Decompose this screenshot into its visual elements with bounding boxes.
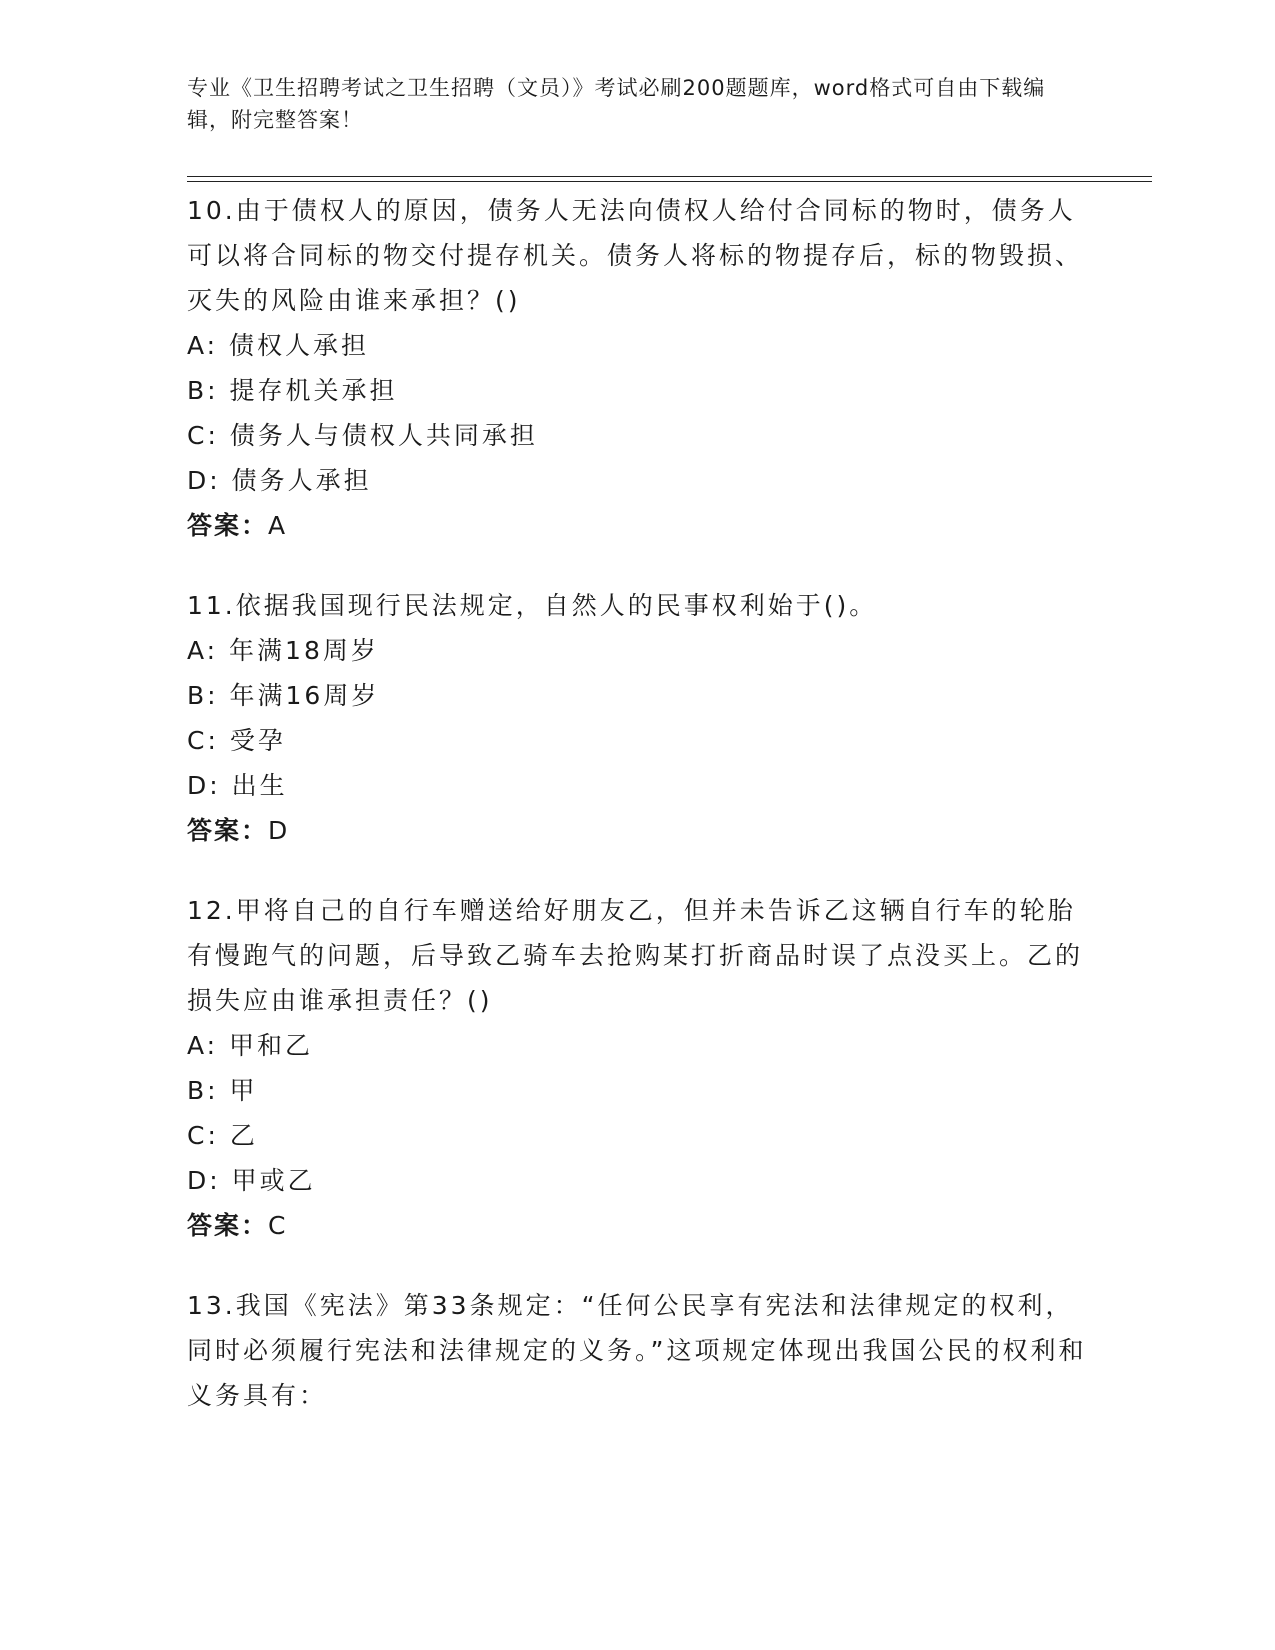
answer-label: 答案： bbox=[187, 816, 269, 845]
question-12 bbox=[187, 888, 1087, 1248]
option-d: D: 债务人承担 bbox=[187, 466, 372, 495]
option-d: D: 出生 bbox=[187, 771, 288, 800]
answer-line bbox=[187, 1203, 1087, 1248]
question-stem: 13.我国《宪法》第33条规定：“任何公民享有宪法和法律规定的权利，同时必须履行宪法和法律规定的义务。”这项规定体现出我国公民的权利和义务具有： bbox=[187, 1291, 1087, 1410]
answer-value: A bbox=[268, 511, 288, 540]
header-divider-bottom bbox=[187, 181, 1152, 182]
option-a: A: 年满18周岁 bbox=[187, 636, 379, 665]
question-13 bbox=[187, 1283, 1087, 1418]
question-stem: 12.甲将自己的自行车赠送给好朋友乙，但并未告诉乙这辆自行车的轮胎有慢跑气的问题，后导致乙骑车去抢购某打折商品时误了点没买上。乙的损失应由谁承担责任？() bbox=[187, 896, 1084, 1015]
option-a: A: 债权人承担 bbox=[187, 331, 370, 360]
header-divider-top bbox=[187, 176, 1152, 177]
option-c: C: 受孕 bbox=[187, 726, 286, 755]
option-c: C: 乙 bbox=[187, 1121, 258, 1150]
answer-line bbox=[187, 503, 1087, 548]
option-d: D: 甲或乙 bbox=[187, 1166, 316, 1195]
question-stem: 10.由于债权人的原因，债务人无法向债权人给付合同标的物时，债务人可以将合同标的物交付提存机关。债务人将标的物提存后，标的物毁损、灭失的风险由谁来承担？() bbox=[187, 196, 1084, 315]
answer-value: D bbox=[268, 816, 290, 845]
option-b: B: 年满16周岁 bbox=[187, 681, 380, 710]
question-stem: 11.依据我国现行民法规定，自然人的民事权利始于()。 bbox=[187, 591, 878, 620]
answer-label: 答案： bbox=[187, 511, 269, 540]
answer-value: C bbox=[268, 1211, 288, 1240]
option-b: B: 甲 bbox=[187, 1076, 258, 1105]
question-list bbox=[187, 188, 1087, 1453]
question-10 bbox=[187, 188, 1087, 548]
option-b: B: 提存机关承担 bbox=[187, 376, 398, 405]
answer-line bbox=[187, 808, 1087, 853]
option-c: C: 债务人与债权人共同承担 bbox=[187, 421, 538, 450]
document-header bbox=[187, 72, 1067, 136]
answer-label: 答案： bbox=[187, 1211, 269, 1240]
question-11 bbox=[187, 583, 1087, 853]
option-a: A: 甲和乙 bbox=[187, 1031, 314, 1060]
header-title: 专业《卫生招聘考试之卫生招聘（文员）》考试必刷200题题库，word格式可自由下载编辑，附完整答案！ bbox=[187, 76, 1046, 132]
